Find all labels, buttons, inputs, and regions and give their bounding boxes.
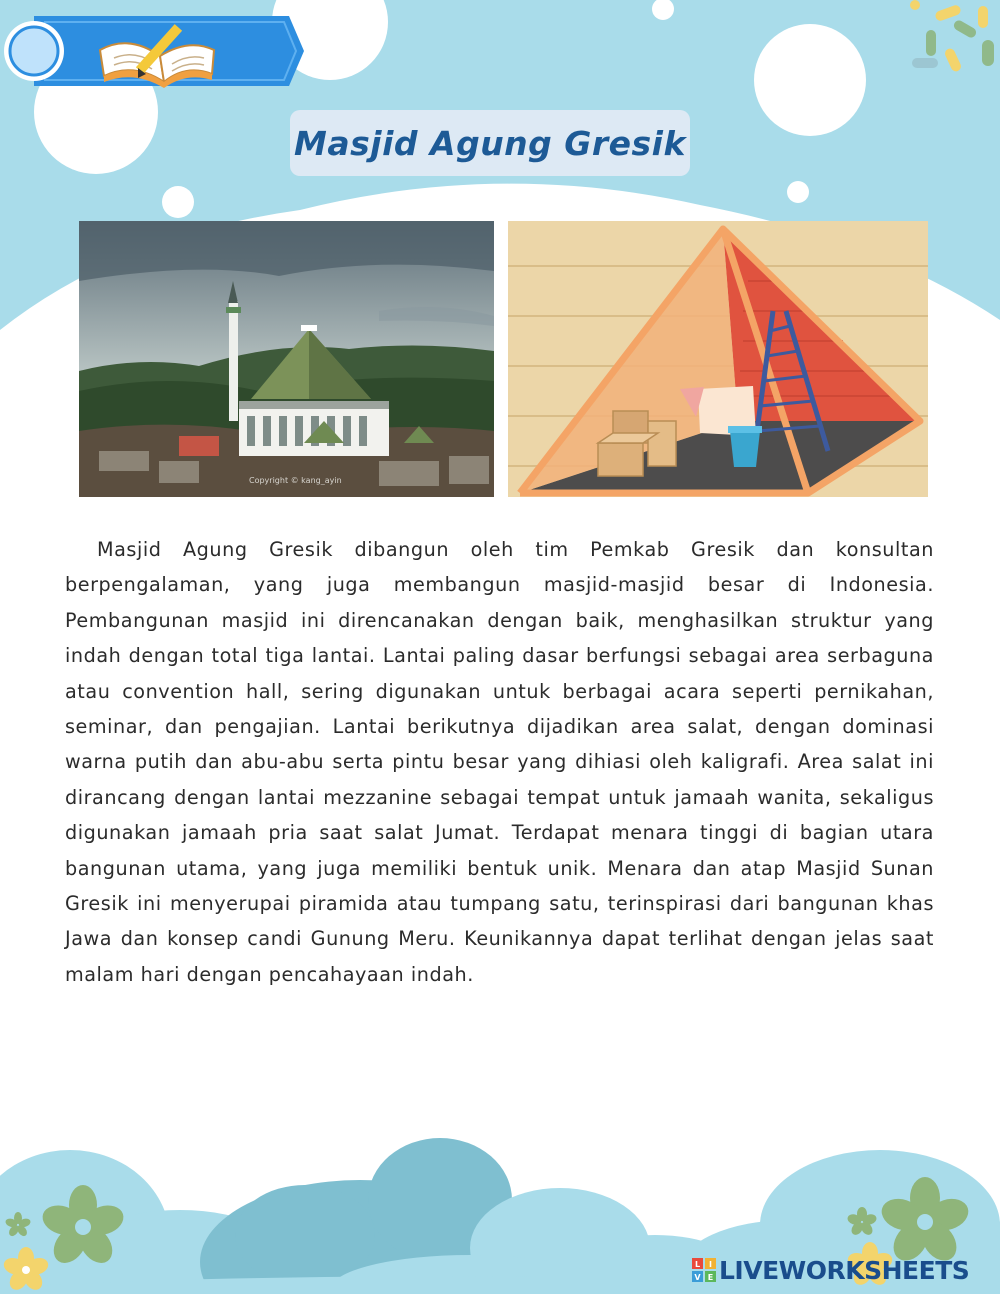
title-box	[290, 110, 690, 176]
photo-caption: Copyright © kang_ayin	[249, 476, 342, 485]
body-paragraph: Masjid Agung Gresik dibangun oleh tim Pemkab Gresik dan konsultan berpengalaman, yang juga membangun masjid-masjid besar di Indonesia. Pembangunan masjid ini direncanakan dengan baik, menghasilkan struktur yang indah dengan total tiga lantai. Lantai paling dasar berfungsi sebagai area serbaguna atau convention hall, sering digunakan untuk berbagai acara seperti pernikahan, seminar, dan pengajian. Lantai berikutnya dijadikan area salat, dengan dominasi warna putih dan abu-abu serta pintu besar yang dihiasi oleh kaligrafi. Area salat ini dirancang dengan lantai mezzanine sebagai tempat untuk jamaah wanita, sekaligus digunakan jamaah pria saat salat Jumat. Terdapat menara tinggi di bagian utara bangunan utama, yang juga memiliki bentuk unik. Menara dan atap Masjid Sunan Gresik ini menyerupai piramida atau tumpang satu, terinspirasi dari bangunan khas Jawa dan konsep candi Gunung Meru. Keunikannya dapat terlihat dengan jelas saat malam hari dengan pencahayaan indah.	[65, 538, 934, 986]
brand-name: LIVEWORKSHEETS	[719, 1255, 970, 1285]
liveworksheets-logo[interactable]	[692, 1254, 969, 1286]
svg-text:E: E	[707, 1273, 714, 1282]
page-title: Masjid Agung Gresik	[294, 123, 686, 163]
svg-text:L: L	[694, 1260, 701, 1269]
header-tab	[4, 14, 304, 88]
pyramid-illustration	[508, 221, 928, 497]
mosque-photo	[79, 221, 494, 497]
liveworksheets-badge-icon	[692, 1258, 716, 1282]
svg-text:I: I	[709, 1260, 712, 1269]
svg-text:V: V	[694, 1273, 701, 1282]
